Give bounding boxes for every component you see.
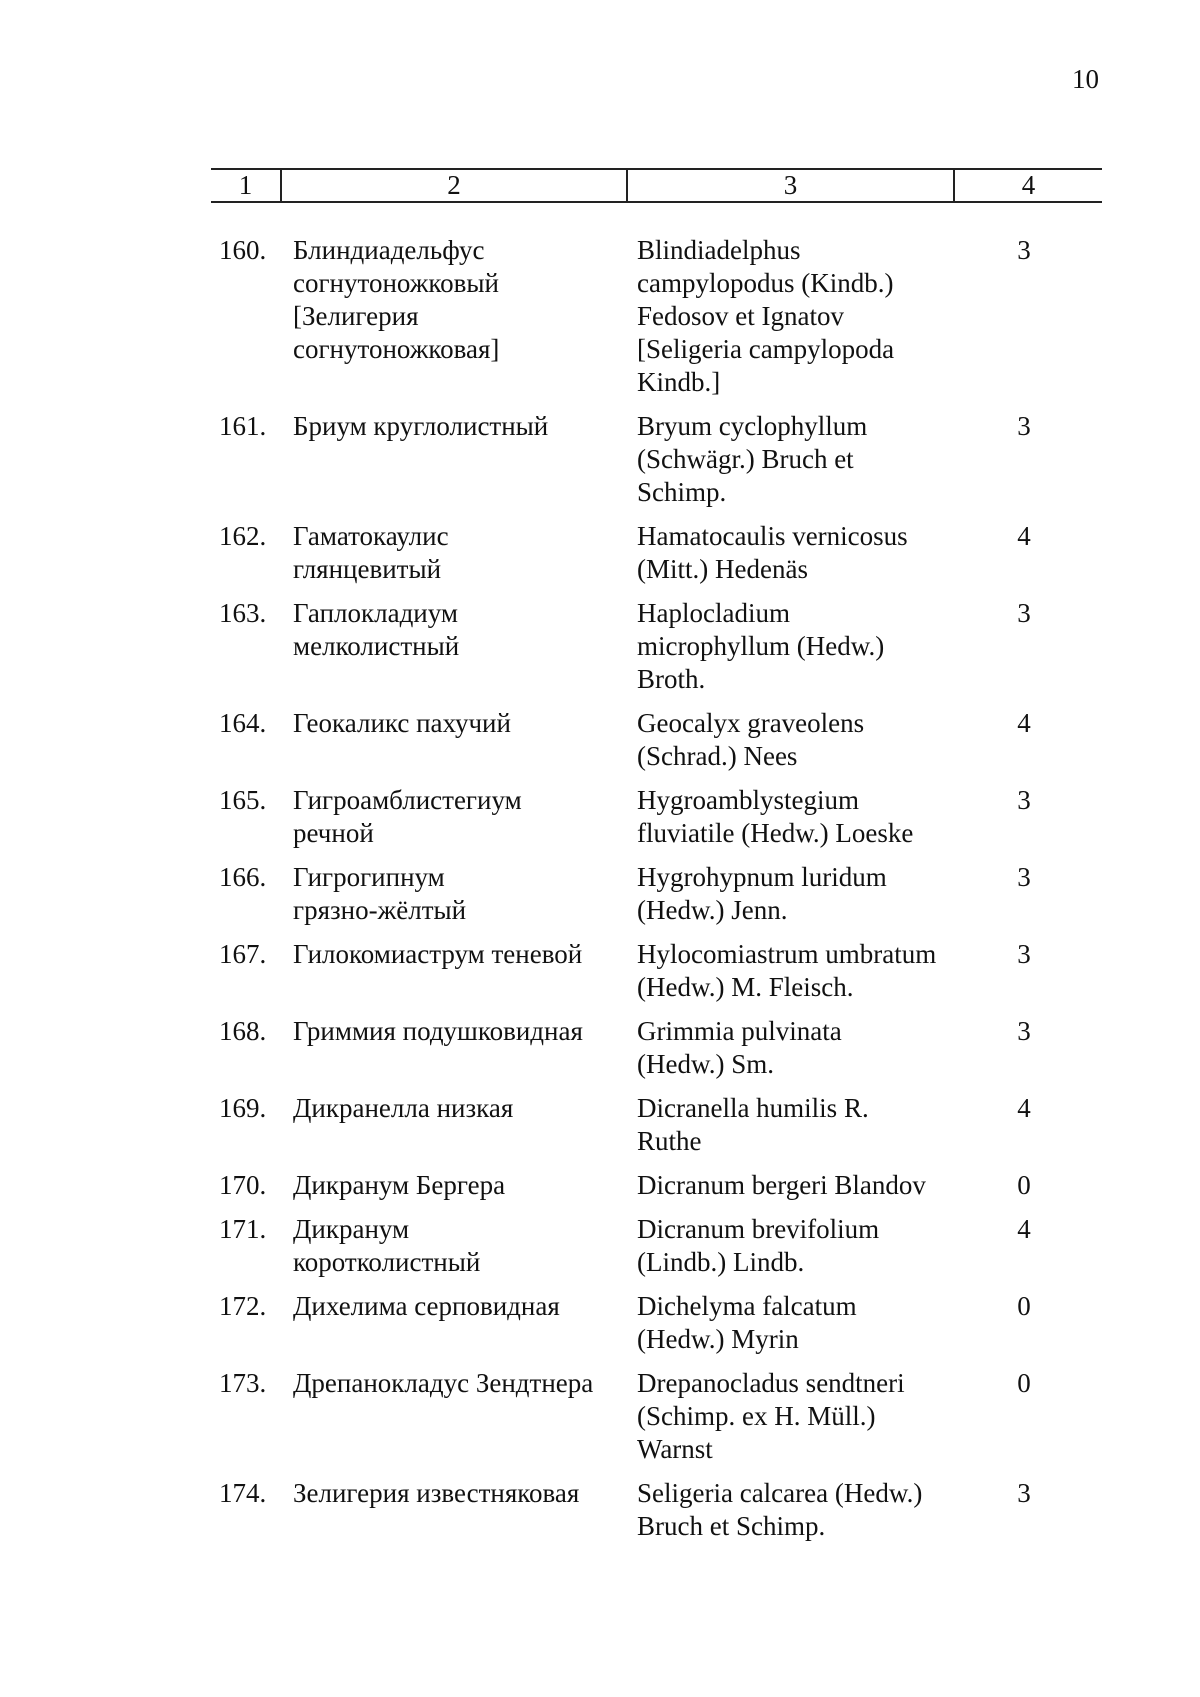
row-number: 173. bbox=[219, 1368, 267, 1398]
russian-name: Гигроамблистегиум речной bbox=[293, 785, 522, 848]
latin-name: Dicranum bergeri Blandov bbox=[637, 1170, 926, 1200]
category: 0 bbox=[1017, 1368, 1031, 1398]
russian-name: Гаматокаулис глянцевитый bbox=[293, 521, 449, 584]
latin-name: Drepanocladus sendtneri (Schimp. ex H. Müll.) Warnst bbox=[637, 1368, 905, 1464]
row-number: 169. bbox=[219, 1093, 267, 1123]
latin-name: Grimmia pulvinata (Hedw.) Sm. bbox=[637, 1016, 842, 1079]
category: 3 bbox=[1017, 939, 1031, 969]
latin-name: Geocalyx graveolens (Schrad.) Nees bbox=[637, 708, 865, 771]
latin-name: Haplocladium microphyllum (Hedw.) Broth. bbox=[637, 598, 885, 694]
latin-name: Seligeria calcarea (Hedw.) Bruch et Schimp. bbox=[637, 1478, 923, 1541]
table-row bbox=[0, 784, 1200, 850]
category: 4 bbox=[1017, 521, 1031, 551]
category: 3 bbox=[1017, 862, 1031, 892]
latin-name: Bryum cyclophyllum (Schwägr.) Bruch et Schimp. bbox=[637, 411, 868, 507]
russian-name: Дрепанокладус Зендтнера bbox=[293, 1368, 594, 1398]
row-number: 165. bbox=[219, 785, 267, 815]
table-row bbox=[0, 1092, 1200, 1158]
russian-name: Зелигерия известняковая bbox=[293, 1478, 580, 1508]
row-number: 163. bbox=[219, 598, 267, 628]
table-row bbox=[0, 1477, 1200, 1543]
species-list bbox=[0, 234, 1200, 1554]
header-col-3: 3 bbox=[783, 170, 798, 200]
row-number: 174. bbox=[219, 1478, 267, 1508]
table-row bbox=[0, 1290, 1200, 1356]
russian-name: Дикранелла низкая bbox=[293, 1093, 514, 1123]
table-header bbox=[211, 168, 1102, 203]
table-row bbox=[0, 707, 1200, 773]
russian-name: Гигрогипнум грязно-жёлтый bbox=[293, 862, 467, 925]
table-row bbox=[0, 938, 1200, 1004]
category: 4 bbox=[1017, 1093, 1031, 1123]
latin-name: Dichelyma falcatum (Hedw.) Myrin bbox=[637, 1291, 857, 1354]
russian-name: Дикранум коротколистный bbox=[293, 1214, 481, 1277]
page-number: 10 bbox=[1072, 64, 1099, 94]
table-row bbox=[0, 861, 1200, 927]
category: 3 bbox=[1017, 785, 1031, 815]
category: 4 bbox=[1017, 1214, 1031, 1244]
latin-name: Hylocomiastrum umbratum (Hedw.) M. Fleisch. bbox=[637, 939, 937, 1002]
header-col-2: 2 bbox=[447, 170, 461, 200]
row-number: 160. bbox=[219, 235, 267, 265]
latin-name: Hygrohypnum luridum (Hedw.) Jenn. bbox=[637, 862, 887, 925]
table-row bbox=[0, 1367, 1200, 1466]
latin-name: Dicranum brevifolium (Lindb.) Lindb. bbox=[637, 1214, 880, 1277]
russian-name: Геокаликс пахучий bbox=[293, 708, 511, 738]
russian-name: Гриммия подушковидная bbox=[293, 1016, 583, 1046]
row-number: 167. bbox=[219, 939, 267, 969]
category: 3 bbox=[1017, 411, 1031, 441]
category: 0 bbox=[1017, 1170, 1031, 1200]
latin-name: Dicranella humilis R. Ruthe bbox=[637, 1093, 869, 1156]
header-col-4: 4 bbox=[1021, 170, 1036, 200]
row-number: 164. bbox=[219, 708, 267, 738]
table-row bbox=[0, 234, 1200, 399]
row-number: 166. bbox=[219, 862, 267, 892]
row-number: 168. bbox=[219, 1016, 267, 1046]
table-row bbox=[0, 597, 1200, 696]
russian-name: Гаплокладиум мелколистный bbox=[293, 598, 460, 661]
russian-name: Дихелима серповидная bbox=[293, 1291, 560, 1321]
row-number: 172. bbox=[219, 1291, 267, 1321]
latin-name: Blindiadelphus campylopodus (Kindb.) Fedosov et Ignatov [Seligeria campylopoda Kindb.] bbox=[637, 235, 895, 397]
russian-name: Блиндиадельфус согнутоножковый [Зелигерия согнутоножковая] bbox=[293, 235, 500, 364]
latin-name: Hygroamblystegium fluviatile (Hedw.) Loeske bbox=[637, 785, 914, 848]
russian-name: Гилокомиаструм теневой bbox=[293, 939, 583, 969]
row-number: 170. bbox=[219, 1170, 267, 1200]
category: 0 bbox=[1017, 1291, 1031, 1321]
row-number: 171. bbox=[219, 1214, 267, 1244]
category: 3 bbox=[1017, 598, 1031, 628]
category: 3 bbox=[1017, 1478, 1031, 1508]
russian-name: Дикранум Бергера bbox=[293, 1170, 506, 1200]
row-number: 161. bbox=[219, 411, 267, 441]
russian-name: Бриум круглолистный bbox=[293, 411, 549, 441]
table-row bbox=[0, 1213, 1200, 1279]
category: 3 bbox=[1017, 1016, 1031, 1046]
table-row bbox=[0, 1169, 1200, 1202]
category: 4 bbox=[1017, 708, 1031, 738]
latin-name: Hamatocaulis vernicosus (Mitt.) Hedenäs bbox=[637, 521, 908, 584]
table-row bbox=[0, 410, 1200, 509]
category: 3 bbox=[1017, 235, 1031, 265]
row-number: 162. bbox=[219, 521, 267, 551]
header-col-1: 1 bbox=[238, 170, 253, 200]
table-row bbox=[0, 1015, 1200, 1081]
table-row bbox=[0, 520, 1200, 586]
